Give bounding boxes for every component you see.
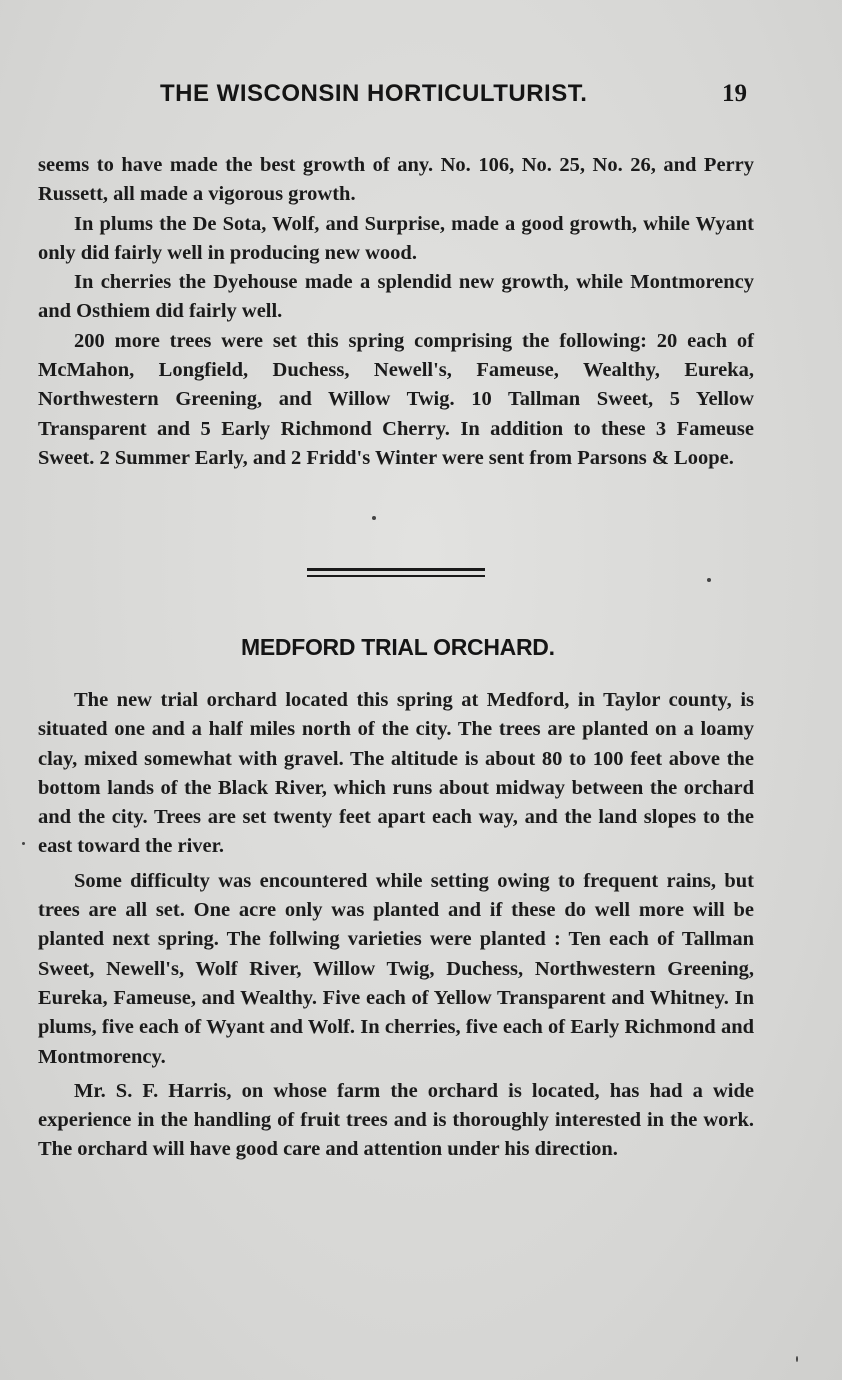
running-header-title: THE WISCONSIN HORTICULTURIST.	[160, 80, 588, 107]
paragraph: In cherries the Dyehouse made a splendid new growth, while Montmorency and Osthiem did fairly well.	[38, 271, 754, 323]
paragraph: Mr. S. F. Harris, on whose farm the orchard is located, has had a wide experience in the handling of fruit trees and is thoroughly interested in the work. The orchard will have good care and attention under his direction.	[38, 1079, 754, 1161]
section-text-block	[38, 686, 754, 1170]
continued-text-block	[38, 151, 754, 473]
ink-speck	[372, 516, 376, 520]
page-number: 19	[722, 80, 747, 107]
paragraph: Some difficulty was encountered while setting owing to frequent rains, but trees are all set. One acre only was planted and if these do well more will be planted next spring. The follwing varieties were planted : Ten each of Tallman Sweet, Newell's, Wolf River, Willow Twig, Duchess, Northwestern Greening, Eureka, Fameuse, and Wealthy. Five each of Yellow Transparent and Whitney. In plums, five each of Wyant and Wolf. In cherries, five each of Early Richmond and Montmorency.	[38, 869, 754, 1068]
paragraph: 200 more trees were set this spring comprising the following: 20 each of McMahon, Longfield, Duchess, Newell's, Fameuse, Wealthy, Eureka, Northwestern Greening, and Willow Twig. 10 Tallman Sweet, 5 Yellow Transparent and 5 Early Richmond Cherry. In addition to these 3 Fameuse Sweet. 2 Summer Early, and 2 Fridd's Winter were sent from Parsons & Loope.	[38, 329, 754, 469]
ink-speck	[796, 1356, 798, 1362]
paragraph: The new trial orchard located this spring at Medford, in Taylor county, is situated one and a half miles north of the city. The trees are planted on a loamy clay, mixed somewhat with gravel. The altitude is about 80 to 100 feet above the bottom lands of the Black River, which runs about midway between the orchard and the city. Trees are set twenty feet apart each way, and the land slopes to the east toward the river.	[38, 689, 754, 858]
section-divider	[307, 568, 485, 577]
ink-speck	[707, 578, 711, 582]
divider-rule-thin	[307, 575, 485, 577]
paragraph: In plums the De Sota, Wolf, and Surprise, made a good growth, while Wyant only did fairly well in producing new wood.	[38, 212, 754, 264]
ink-speck	[22, 842, 25, 845]
paragraph: seems to have made the best growth of any. No. 106, No. 25, No. 26, and Perry Russett, all made a vigorous growth.	[38, 154, 754, 206]
section-heading: MEDFORD TRIAL ORCHARD.	[241, 634, 555, 660]
divider-rule-thick	[307, 568, 485, 571]
